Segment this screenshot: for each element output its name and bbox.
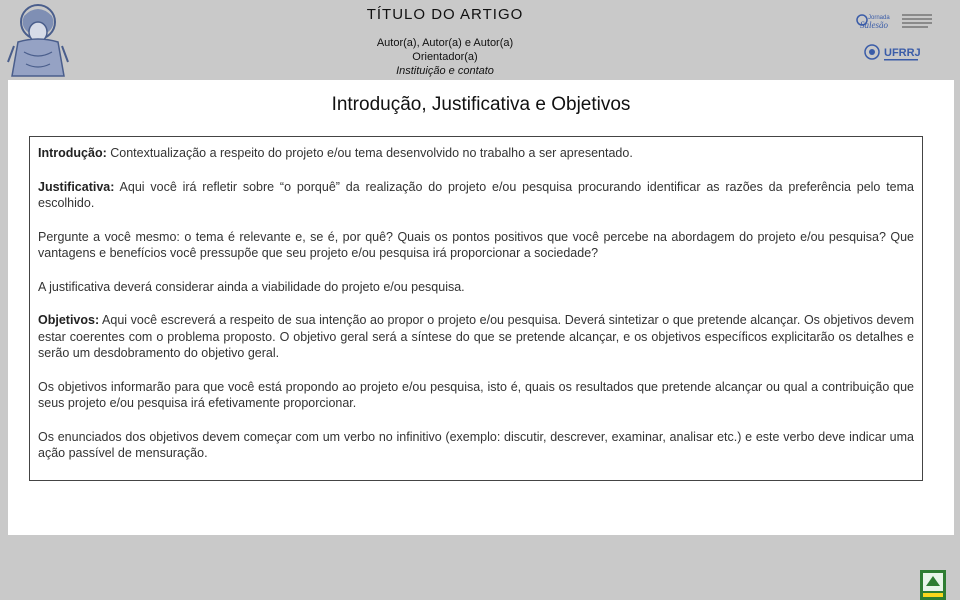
paragraph-pergunte	[38, 229, 914, 262]
header	[0, 0, 960, 80]
body-text-box	[29, 136, 923, 481]
authors-line: Autor(a), Autor(a) e Autor(a)	[376, 37, 514, 49]
paragraph-resultados	[38, 379, 914, 412]
paragraph-label: Objetivos:	[38, 313, 100, 327]
green-badge-icon	[920, 570, 946, 600]
paragraph-text: A justificativa deverá considerar ainda a viabilidade do projeto e/ou pesquisa.	[38, 279, 465, 294]
author-block	[0, 36, 890, 78]
paragraph-objetivos	[38, 312, 914, 362]
jornada-logo-icon	[854, 10, 954, 70]
paragraph-text: Aqui você escreverá a respeito de sua intenção ao propor o projeto e/ou pesquisa. Deverá sintetizar o que pretende alcançar. Os objetivos devem estar coerentes com o problema proposto. O objetivo geral será a síntese do que se pretende alcançar, e os objetivos específicos explicitarão os detalhes e serão um desdobramento do objetivo geral.	[38, 313, 914, 360]
content-panel	[8, 80, 954, 535]
svg-text:UFRRJ: UFRRJ	[884, 47, 921, 59]
partner-logos	[854, 10, 954, 70]
paragraph-enunciados	[38, 429, 914, 462]
paragraph-text: Os enunciados dos objetivos devem começar com um verbo no infinitivo (exemplo: discutir, descrever, examinar, analisar etc.) e este verbo deve indicar uma ação passível de mensuração.	[38, 429, 914, 460]
paragraph-text: Pergunte a você mesmo: o tema é relevante e, se é, por quê? Quais os pontos positivos que você percebe na abordagem do projeto e/ou pesquisa? Que vantagens e benefícios você pressupõe que seu projeto e/ou pesquisa irá proporcionar a sociedade?	[38, 229, 914, 260]
paragraph-label: Introdução:	[38, 146, 107, 160]
paragraph-text: Contextualização a respeito do projeto e/ou tema desenvolvido no trabalho a ser apresentado.	[106, 146, 633, 160]
paragraph-justificativa	[38, 179, 914, 212]
advisor-line: Orientador(a)	[412, 51, 478, 63]
institution-line: Instituição e contato	[396, 65, 494, 77]
paragraph-viabilidade	[38, 279, 914, 296]
paragraph-label: Justificativa:	[38, 179, 115, 194]
article-title: TÍTULO DO ARTIGO	[366, 6, 524, 23]
svg-text:Jornada: Jornada	[868, 15, 890, 21]
paragraph-text: Os objetivos informarão para que você está propondo ao projeto e/ou pesquisa, isto é, quais os resultados que pretende alcançar ou qual a contribuição que seus projeto e/ou pesquisa irá efetivamente proporcionar.	[38, 379, 914, 410]
paragraph-introducao	[38, 145, 914, 162]
paragraph-text: Aqui você irá refletir sobre “o porquê” da realização do projeto e/ou pesquisa procurando identificar as razões da preferência pelo tema escolhido.	[38, 179, 914, 210]
section-title: Introdução, Justificativa e Objetivos	[331, 94, 631, 115]
svg-text:Salesão: Salesão	[860, 20, 888, 30]
